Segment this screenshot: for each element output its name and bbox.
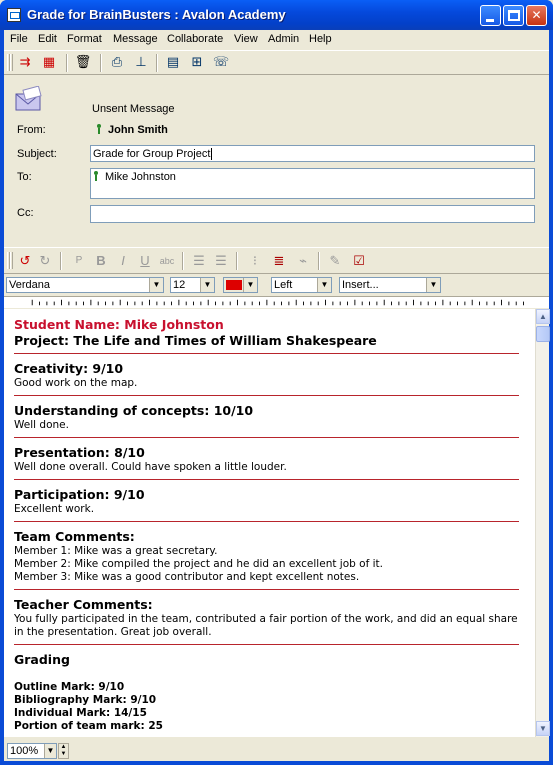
vertical-scrollbar[interactable]: [535, 309, 549, 737]
numbered-list-icon[interactable]: ≣: [273, 253, 285, 268]
toolbar-grip[interactable]: [10, 252, 13, 269]
chevron-down-icon: ▼: [44, 744, 56, 758]
grade-individual: Individual Mark: 14/15: [14, 707, 147, 719]
directory-icon[interactable]: ⊞: [191, 54, 203, 69]
menu-message[interactable]: Message: [113, 33, 158, 45]
to-label: To:: [17, 171, 32, 183]
send-options-icon[interactable]: ▦: [42, 54, 56, 69]
phone-icon[interactable]: ☏: [212, 54, 230, 69]
font-select[interactable]: Verdana ▼: [6, 277, 164, 293]
redo-icon[interactable]: ↻: [39, 253, 51, 268]
grade-team-portion: Portion of team mark: 25: [14, 720, 163, 732]
ruler[interactable]: [4, 296, 549, 308]
send-icon[interactable]: ⇉: [19, 54, 31, 69]
link-icon[interactable]: ⌁: [299, 253, 307, 268]
grade-outline: Outline Mark: 9/10: [14, 681, 125, 693]
grade-bibliography: Bibliography Mark: 9/10: [14, 694, 157, 706]
chevron-down-icon: ▼: [243, 278, 257, 292]
outdent-icon[interactable]: ☰: [215, 253, 227, 268]
cc-label: Cc:: [17, 207, 34, 219]
menu-help[interactable]: Help: [309, 33, 332, 45]
grading-heading: Grading: [14, 652, 70, 667]
maximize-button[interactable]: [503, 5, 524, 26]
client-area: [4, 30, 549, 761]
insert-select[interactable]: Insert... ▼: [339, 277, 441, 293]
understanding-comment: Well done.: [14, 419, 69, 431]
subject-input[interactable]: Grade for Group Project: [90, 145, 535, 162]
participation-comment: Excellent work.: [14, 503, 95, 515]
zoom-select[interactable]: 100% ▼: [7, 743, 57, 759]
spellcheck-icon[interactable]: ✎: [329, 253, 341, 268]
close-icon: ✕: [531, 8, 542, 22]
title-bar[interactable]: [0, 0, 553, 30]
maximize-icon: [508, 10, 520, 21]
team-comments-heading: Team Comments:: [14, 529, 135, 544]
toolbar-grip[interactable]: [10, 54, 13, 71]
window-title: Grade for BrainBusters : Avalon Academy: [27, 7, 286, 22]
italic-icon[interactable]: I: [121, 253, 125, 268]
menu-file[interactable]: File: [10, 33, 28, 45]
student-name: Student Name: Mike Johnston: [14, 317, 224, 332]
bullet-list-icon[interactable]: ⁝: [252, 253, 258, 268]
menu-collaborate[interactable]: Collaborate: [167, 33, 224, 45]
understanding-heading: Understanding of concepts: 10/10: [14, 403, 254, 418]
bold-icon[interactable]: B: [96, 253, 106, 268]
minimize-button[interactable]: [480, 5, 501, 26]
creativity-comment: Good work on the map.: [14, 377, 138, 389]
close-button[interactable]: [526, 5, 547, 26]
menu-admin[interactable]: Admin: [268, 33, 300, 45]
scroll-up-button[interactable]: ▲: [536, 309, 550, 324]
participation-heading: Participation: 9/10: [14, 487, 145, 502]
status-bar: [4, 739, 549, 761]
scroll-down-button[interactable]: ▼: [536, 721, 550, 736]
color-swatch: [226, 280, 242, 290]
from-label: From:: [17, 124, 46, 136]
presentation-comment: Well done overall. Could have spoken a little louder.: [14, 461, 287, 473]
print-icon[interactable]: ⎙: [111, 54, 123, 69]
team-comment-1: Member 1: Mike was a great secretary.: [14, 545, 218, 557]
format-toolbar: [4, 247, 549, 274]
chevron-down-icon: ▼: [317, 278, 331, 292]
indent-icon[interactable]: ☰: [193, 253, 205, 268]
envelope-icon: [14, 86, 46, 116]
zoom-spinner[interactable]: ▲ ▼: [58, 743, 69, 759]
undo-icon[interactable]: ↺: [19, 253, 31, 268]
print-preview-icon[interactable]: P: [75, 255, 83, 266]
underline-icon[interactable]: U: [140, 253, 150, 268]
chevron-down-icon: ▼: [426, 278, 440, 292]
menu-view[interactable]: View: [234, 33, 258, 45]
menu-bar: [4, 30, 549, 49]
menu-format[interactable]: Format: [67, 33, 102, 45]
teacher-comment: You fully participated in the team, contributed a fair portion of the work, and did an equal share in the presentation. Great job overall.: [14, 613, 518, 638]
to-field[interactable]: Mike Johnston: [90, 168, 535, 199]
address-book-icon[interactable]: ▤: [166, 54, 180, 69]
team-comment-2: Member 2: Mike compiled the project and he did an excellent job of it.: [14, 558, 383, 570]
subject-label: Subject:: [17, 148, 57, 160]
team-comment-3: Member 3: Mike was a good contributor and kept excellent notes.: [14, 571, 360, 583]
main-toolbar: [4, 50, 549, 75]
chevron-down-icon: ▼: [149, 278, 163, 292]
person-icon: [93, 171, 99, 181]
strikethrough-icon[interactable]: abc: [159, 256, 175, 266]
presentation-heading: Presentation: 8/10: [14, 445, 145, 460]
message-icon: [7, 8, 21, 22]
minimize-icon: [486, 19, 494, 22]
chevron-down-icon: ▼: [200, 278, 214, 292]
menu-edit[interactable]: Edit: [38, 33, 57, 45]
trash-icon[interactable]: 🗑: [74, 54, 92, 69]
person-icon: [96, 124, 102, 134]
color-select[interactable]: [223, 277, 258, 293]
message-body[interactable]: [4, 309, 535, 737]
message-status: Unsent Message: [92, 103, 175, 115]
size-select[interactable]: 12 ▼: [170, 277, 215, 293]
cc-input[interactable]: [90, 205, 535, 223]
attach-icon[interactable]: ⊥: [135, 54, 147, 69]
project-title: Project: The Life and Times of William Shakespeare: [14, 333, 377, 348]
teacher-comments-heading: Teacher Comments:: [14, 597, 153, 612]
alignment-select[interactable]: Left ▼: [271, 277, 332, 293]
scroll-thumb[interactable]: [536, 326, 550, 342]
text-cursor: [211, 148, 212, 160]
checklist-icon[interactable]: ☑: [353, 253, 365, 268]
creativity-heading: Creativity: 9/10: [14, 361, 124, 376]
from-value: John Smith: [96, 124, 168, 136]
